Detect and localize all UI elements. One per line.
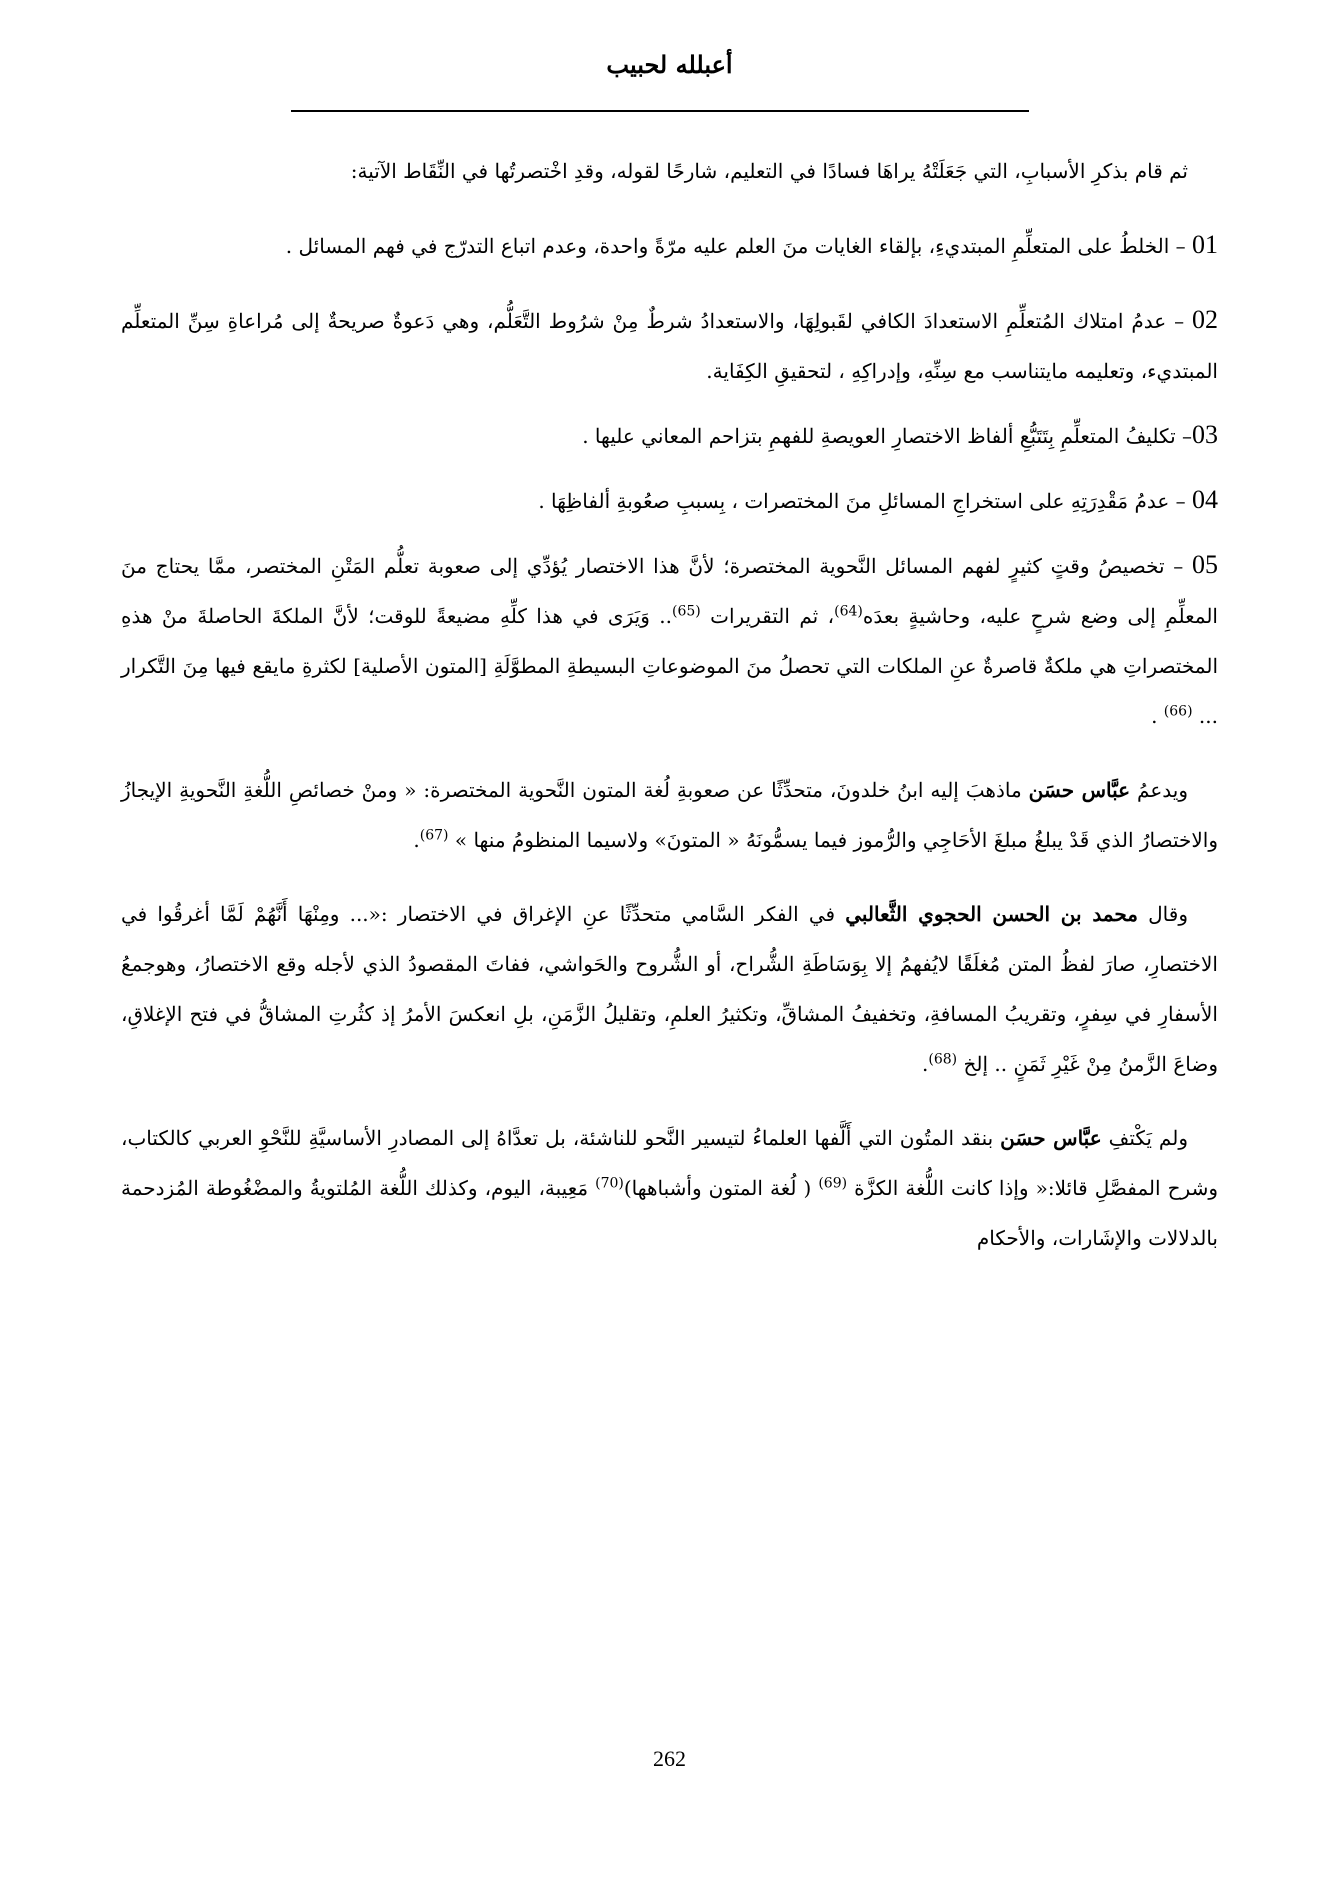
list-item-text: – الخلطُ على المتعلِّمِ المبتديءِ، بإلقاء الغايات منَ العلم عليه مرّةً واحدة، وعدم اتباع التدرّج في فهم المسائل . (285, 234, 1186, 258)
paragraph-intro-text: ثم قام بذكرِ الأسبابِ، التي جَعَلَتْهُ يراهَا فسادًا في التعليم، شارحًا لقوله، وقدِ اخْتصرتُها في النِّقَاط الآتية: (350, 159, 1188, 183)
list-number: 03 (1192, 420, 1218, 449)
header-rule (291, 110, 1029, 112)
list-number: 04 (1192, 485, 1218, 514)
list-number: 05 (1192, 550, 1218, 579)
list-item-02 (121, 295, 1218, 396)
footnote-ref[interactable]: (66) (1163, 703, 1193, 720)
paragraph-critique: ولم يَكْتفِ عبَّاس حسَن بنقد المتُون التي أَلَّفها العلماءُ لتيسير النَّحو للناشئة، بل تعدَّاهُ إلى المصادرِ الأساسيَّةِ للنَّحْوِ العربي كالكتاب، وشرح المفصَّلِ قائلا:« وإذا كانت اللُّغة الكزَّة $^{(69)}$ ( لُغة المتون وأشباهها)$^{(70)}$ مَعِيبة، اليوم، وكذلك اللُّغة المُلتويةُ والمضْغُوطة المُزدحمة بالدلالات والإشَارات، والأحكام (121, 1126, 1218, 1250)
list-item-text: – عدمُ مَقْدِرَتِهِ على استخراجِ المسائلِ منَ المختصرات ، بِسببِ صعُوبةِ ألفاظِهَا . (538, 489, 1186, 513)
body-text (121, 146, 1218, 1287)
list-item-03 (121, 410, 1218, 461)
running-header: أعبلله لحبيب (606, 50, 733, 79)
list-item-05: 05 – تخصيصُ وقتٍ كثيرٍ لفهم المسائل النَّحوية المختصرة؛ لأنَّ هذا الاختصار يُؤدِّي إلى صعوبة تعلُّم المَتْنِ المختصر، ممَّا يحتاج منَ المعلِّمِ إلى وضع شرحٍ عليه، وحاشيةٍ بعدَه$^{(64)}$، ثم التقريرات $^{(65)}$.. وَيَرَى في هذا كلِّهِ مضيعةً للوقت؛ لأنَّ الملكةَ الحاصلةَ منْ هذهِ المختصراتِ هي ملكةٌ قاصرةٌ عنِ الملكات التي تحصلُ منَ الموضوعاتِ البسيطةِ المطوَّلَةِ [المتون الأصلية] لكثرةِ مايقع فيها مِنَ التَّكرار ... $^{(66)}$ . (121, 550, 1219, 728)
paragraph-abbas-hassan: ويدعمُ عبَّاس حسَن ماذهبَ إليه ابنُ خلدونَ، متحدِّثًا عن صعوبةِ لُغة المتون النَّحوية المختصرة: « ومنْ خصائصِ اللُّغةِ النَّحويةِ الإيجازُ والاختصارُ الذي قَدْ يبلغُ مبلغَ الأحَاجِي والرُّموز فيما يسمُّونَهُ « المتونَ» ولاسيما المنظومُ منها » $^{(67)}$. (121, 778, 1218, 852)
page-number: 262 (653, 1746, 686, 1771)
list-item-04 (121, 475, 1218, 526)
footnote-ref[interactable]: (65) (671, 603, 701, 620)
list-item-text: – عدمُ امتلاك المُتعلِّمِ الاستعدادَ الكافي لقَبولِهَا، والاستعدادُ شرطٌ مِنْ شرُوط التَّعَلُّم، وهي دَعوةٌ صريحةٌ إلى مُراعاةِ سِنِّ المتعلِّم المبتديء، وتعليمه مايتناسب مع سِنِّهِ، وإدراكِهِ ، لتحقيقِ الكِفَاية. (121, 309, 1218, 383)
list-number: 01 (1192, 230, 1218, 259)
list-item-text: – تكليفُ المتعلِّمِ بِتَتَبُّعِ ألفاظ الاختصارِ العويصةِ للفهمِ بتزاحم المعاني عليها . (582, 424, 1192, 448)
paragraph-intro (121, 146, 1218, 196)
list-number: 02 (1192, 305, 1218, 334)
author-name: عبَّاس حسَن (1028, 778, 1131, 802)
author-name: محمد بن الحسن الحجوي الثَّعالبي (845, 902, 1138, 926)
footnote-ref[interactable]: (67) (419, 827, 449, 844)
paragraph-hajwi: وقال محمد بن الحسن الحجوي الثَّعالبي في الفكر السَّامي متحدِّثًا عنِ الإغراق في الاختصار :«... ومِنْهَا أَنَّهُمْ لَمَّا أغرقُوا في الاختصارِ، صارَ لفظُ المتن مُغلَقًا لايُفهمُ إلا بِوَسَاطَةِ الشُّراح، أو الشُّروح والحَواشي، ففاتَ المقصودُ الذي لأجله وقع الاختصارُ، وهوجمعُ الأسفارِ في سِفرٍ، وتقريبُ المسافةِ، وتخفيفُ المشاقِّ، وتكثيرُ العلمِ، وتقليلُ الزَّمَنِ، بلِ انعكسَ الأمرُ إذ كثُرتِ المشاقُّ في فتح الإغلاقِ، وضاعَ الزَّمنُ مِنْ غَيْرِ ثَمَنٍ .. إلخ $^{(68)}$. (121, 902, 1218, 1076)
author-name: عبَّاس حسَن (1000, 1126, 1102, 1150)
footnote-ref[interactable]: (69) (818, 1175, 848, 1192)
footnote-ref[interactable]: (68) (928, 1051, 958, 1068)
footnote-ref[interactable]: (64) (834, 603, 863, 620)
footnote-ref[interactable]: (70) (595, 1175, 624, 1192)
list-item-01 (121, 220, 1218, 271)
